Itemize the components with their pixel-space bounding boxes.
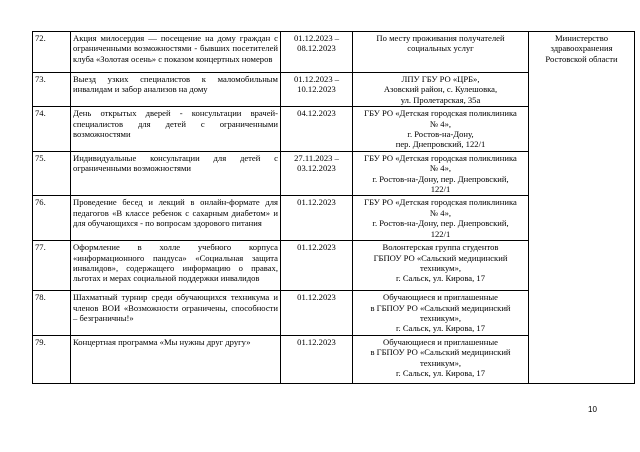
- place-line: г. Сальск, ул. Кирова, 17: [395, 367, 486, 378]
- event-place: [353, 241, 529, 291]
- place-line: ГБПОУ РО «Сальский медицинский: [373, 252, 508, 263]
- place-line: Азовский район, с. Кулешовка,: [383, 84, 498, 95]
- place-line: пер. Днепровский, 122/1: [395, 139, 486, 150]
- event-place: [353, 32, 529, 73]
- row-number: 78.: [33, 291, 71, 336]
- place-line: г. Сальск, ул. Кирова, 17: [395, 273, 486, 284]
- place-line: ул. Пролетарская, 35а: [400, 94, 481, 105]
- event-date: [281, 241, 353, 291]
- event-place: [353, 73, 529, 107]
- organizer-line: здравоохранения: [550, 43, 613, 54]
- date-line: 01.12.2023 –: [293, 74, 340, 84]
- place-line: техникум»,: [419, 312, 462, 323]
- date-line: 01.12.2023: [297, 242, 336, 253]
- row-number: 73.: [33, 73, 71, 107]
- row-number: 74.: [33, 107, 71, 152]
- table-body: [33, 32, 635, 384]
- event-date: [281, 291, 353, 336]
- place-line: в ГБПОУ РО «Сальский медицинский: [370, 302, 511, 313]
- event-name: Акция милосердия — посещение на дому граждан с ограниченными возможностями - бывших посетителей клуба «Золотая осень» с показом концертных номеров: [71, 32, 281, 73]
- event-name: Оформление в холле учебного корпуса «информационного пандуса» «Социальная защита инвалидов», содержащего информацию о правах, льготах и мерах социальной поддержки инвалидов: [71, 241, 281, 291]
- event-place: [353, 151, 529, 196]
- row-number: 75.: [33, 151, 71, 196]
- page-number: 10: [588, 405, 597, 414]
- place-line: ГБУ РО «Детская городская поликлиника: [364, 108, 517, 119]
- place-line: г. Сальск, ул. Кирова, 17: [395, 323, 486, 334]
- place-line: № 4»,: [429, 163, 452, 174]
- date-line: 01.12.2023 –: [293, 33, 340, 43]
- organizer-line: Министерство: [555, 33, 608, 43]
- place-line: социальных услуг: [407, 43, 474, 54]
- event-date: [281, 196, 353, 241]
- event-date: [281, 73, 353, 107]
- place-line: № 4»,: [429, 207, 452, 218]
- event-date: [281, 32, 353, 73]
- date-line: 10.12.2023: [297, 84, 336, 95]
- place-line: в ГБПОУ РО «Сальский медицинский: [370, 347, 511, 358]
- event-name: Проведение бесед и лекций в онлайн-формате для педагогов «В классе ребенок с сахарным диабетом» и для обучающихся - по вопросам здорового питания: [71, 196, 281, 241]
- place-line: 122/1: [430, 184, 451, 195]
- date-line: 01.12.2023: [297, 197, 336, 208]
- place-line: № 4»,: [429, 118, 452, 129]
- event-name: День открытых дверей - консультации врачей-специалистов для детей с ограниченными возможностями: [71, 107, 281, 152]
- row-number: 79.: [33, 335, 71, 383]
- event-date: [281, 107, 353, 152]
- table-row: [33, 32, 635, 73]
- date-line: 01.12.2023: [297, 336, 336, 347]
- place-line: Волонтерская группа студентов: [382, 242, 499, 253]
- date-line: 03.12.2023: [297, 163, 336, 174]
- row-number: 76.: [33, 196, 71, 241]
- organizer-line: Ростовской области: [545, 53, 618, 64]
- place-line: г. Ростов-на-Дону, пер. Днепровский,: [372, 173, 509, 184]
- place-line: ЛПУ ГБУ РО «ЦРБ»,: [401, 74, 480, 84]
- place-line: ГБУ РО «Детская городская поликлиника: [364, 197, 517, 208]
- place-line: техникум»,: [419, 357, 462, 368]
- events-table: [32, 31, 635, 384]
- event-name: Выезд узких специалистов к маломобильным инвалидам и забор анализов на дому: [71, 73, 281, 107]
- event-date: [281, 335, 353, 383]
- place-line: ГБУ РО «Детская городская поликлиника: [364, 152, 517, 163]
- place-line: г. Ростов-на-Дону,: [407, 129, 474, 140]
- event-place: [353, 291, 529, 336]
- row-number: 77.: [33, 241, 71, 291]
- event-name: Индивидуальные консультации для детей с ограниченными возможностями: [71, 151, 281, 196]
- event-name: Шахматный турнир среди обучающихся техникума и членов ВОИ «Возможности ограничены, способности – безграничны!»: [71, 291, 281, 336]
- place-line: 122/1: [430, 228, 451, 239]
- event-place: [353, 196, 529, 241]
- date-line: 08.12.2023: [297, 43, 336, 54]
- date-line: 04.12.2023: [297, 108, 336, 119]
- place-line: г. Ростов-на-Дону, пер. Днепровский,: [372, 218, 509, 229]
- place-line: Обучающиеся и приглашенные: [383, 336, 498, 347]
- event-place: [353, 335, 529, 383]
- event-date: [281, 151, 353, 196]
- place-line: По месту проживания получателей: [376, 33, 505, 43]
- place-line: Обучающиеся и приглашенные: [383, 292, 498, 303]
- event-name: Концертная программа «Мы нужны друг другу»: [71, 335, 281, 383]
- date-line: 27.11.2023 –: [294, 152, 339, 163]
- place-line: техникум»,: [419, 262, 462, 273]
- date-line: 01.12.2023: [297, 292, 336, 303]
- event-place: [353, 107, 529, 152]
- row-number: 72.: [33, 32, 71, 73]
- organizer-cell: [529, 32, 635, 384]
